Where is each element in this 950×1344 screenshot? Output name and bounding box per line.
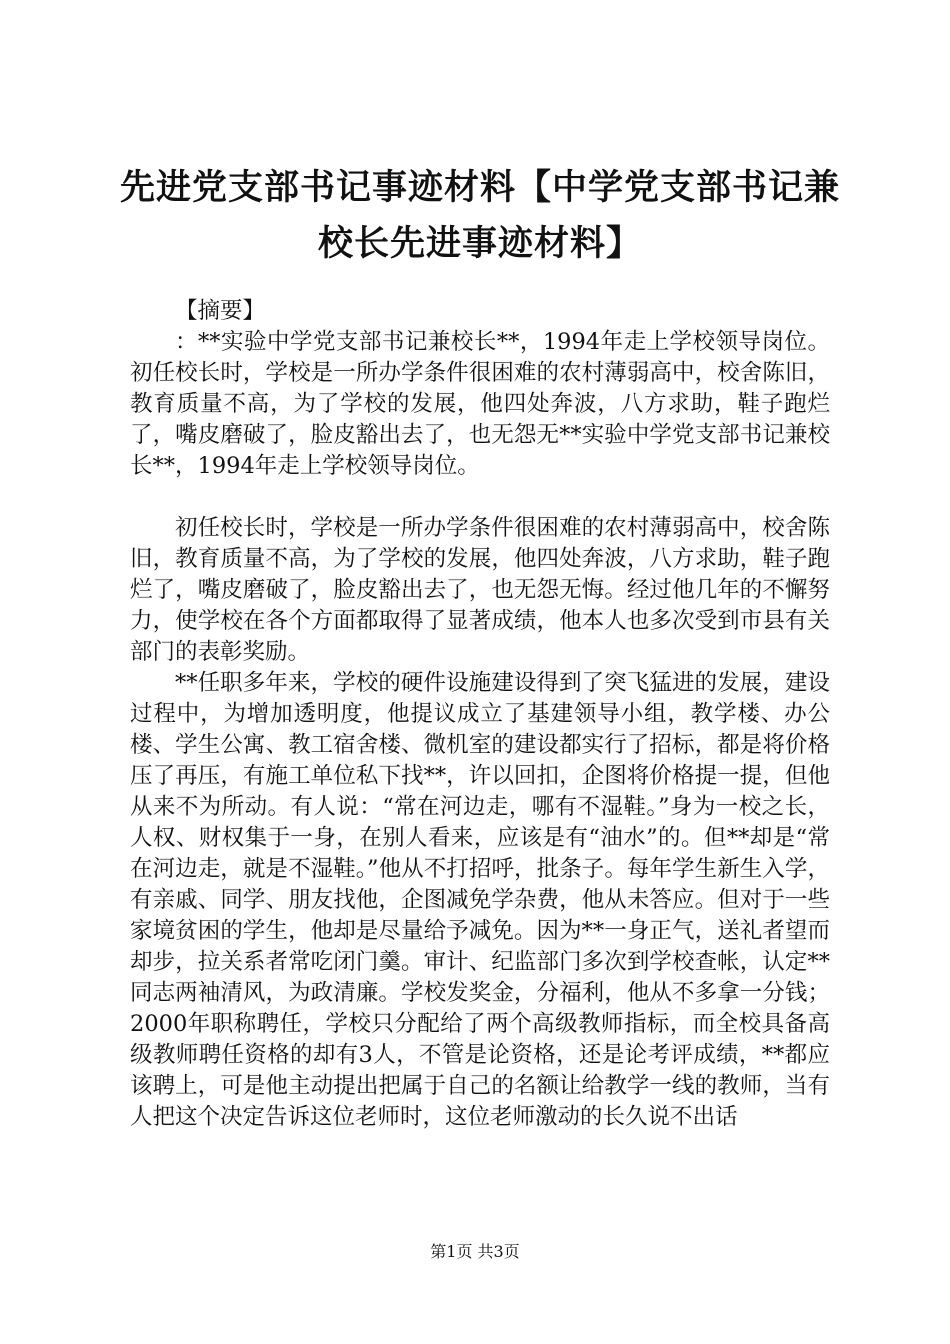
document-body <box>130 296 830 1133</box>
abstract-label: 【摘要】 <box>175 298 266 324</box>
body-paragraph-2: **任职多年来，学校的硬件设施建设得到了突飞猛进的发展，建设过程中，为增加透明度，他提议成立了基建领导小组，教学楼、办公楼、学生公寓、教工宿舍楼、微机室的建设都实行了招标，都是将价格压了再压，有施工单位私下找**，许以回扣，企图将价格提一提，但他从来不为所动。有人说：“常在河边走，哪有不湿鞋。”身为一校之长，人权、财权集于一身，在别人看来，应该是有“油水”的。但**却是“常在河边走，就是不湿鞋。”他从不打招呼，批条子。每年学生新生入学，有亲戚、同学、朋友找他，企图减免学杂费，他从未答应。但对于一些家境贫困的学生，他却是尽量给予减免。因为**一身正气，送礼者望而却步，拉关系者常吃闭门羹。审计、纪监部门多次到学校查帐，认定**同志两袖清风，为政清廉。学校发奖金，分福利，他从不多拿一分钱；2000年职称聘任，学校只分配给了两个高级教师指标，而全校具备高级教师聘任资格的却有3人，不管是论资格，还是论考评成绩，**都应该聘上，可是他主动提出把属于自己的名额让给教学一线的教师，当有人把这个决定告诉这位老师时，这位老师激动的长久说不出话 <box>130 670 830 1130</box>
paragraph-spacer <box>130 482 830 513</box>
page-number-footer: 第1页 共3页 <box>430 1242 520 1261</box>
body-paragraph-1: 初任校长时，学校是一所办学条件很困难的农村薄弱高中，校舍陈旧，教育质量不高，为了学校的发展，他四处奔波，八方求助，鞋子跑烂了，嘴皮磨破了，脸皮豁出去了，也无怨无悔。经过他几年的不懈努力，使学校在各个方面都取得了显著成绩，他本人也多次受到市县有关部门的表彰奖励。 <box>130 515 830 665</box>
document-title: 先进党支部书记事迹材料【中学党支部书记兼校长先进事迹材料】 <box>119 168 840 264</box>
abstract-text: ：**实验中学党支部书记兼校长**，1994年走上学校领导岗位。初任校长时，学校是一所办学条件很困难的农村薄弱高中，校舍陈旧，教育质量不高，为了学校的发展，他四处奔波，八方求助，鞋子跑烂了，嘴皮磨破了，脸皮豁出去了，也无怨无**实验中学党支部书记兼校长**，1994年走上学校领导岗位。 <box>130 329 830 479</box>
